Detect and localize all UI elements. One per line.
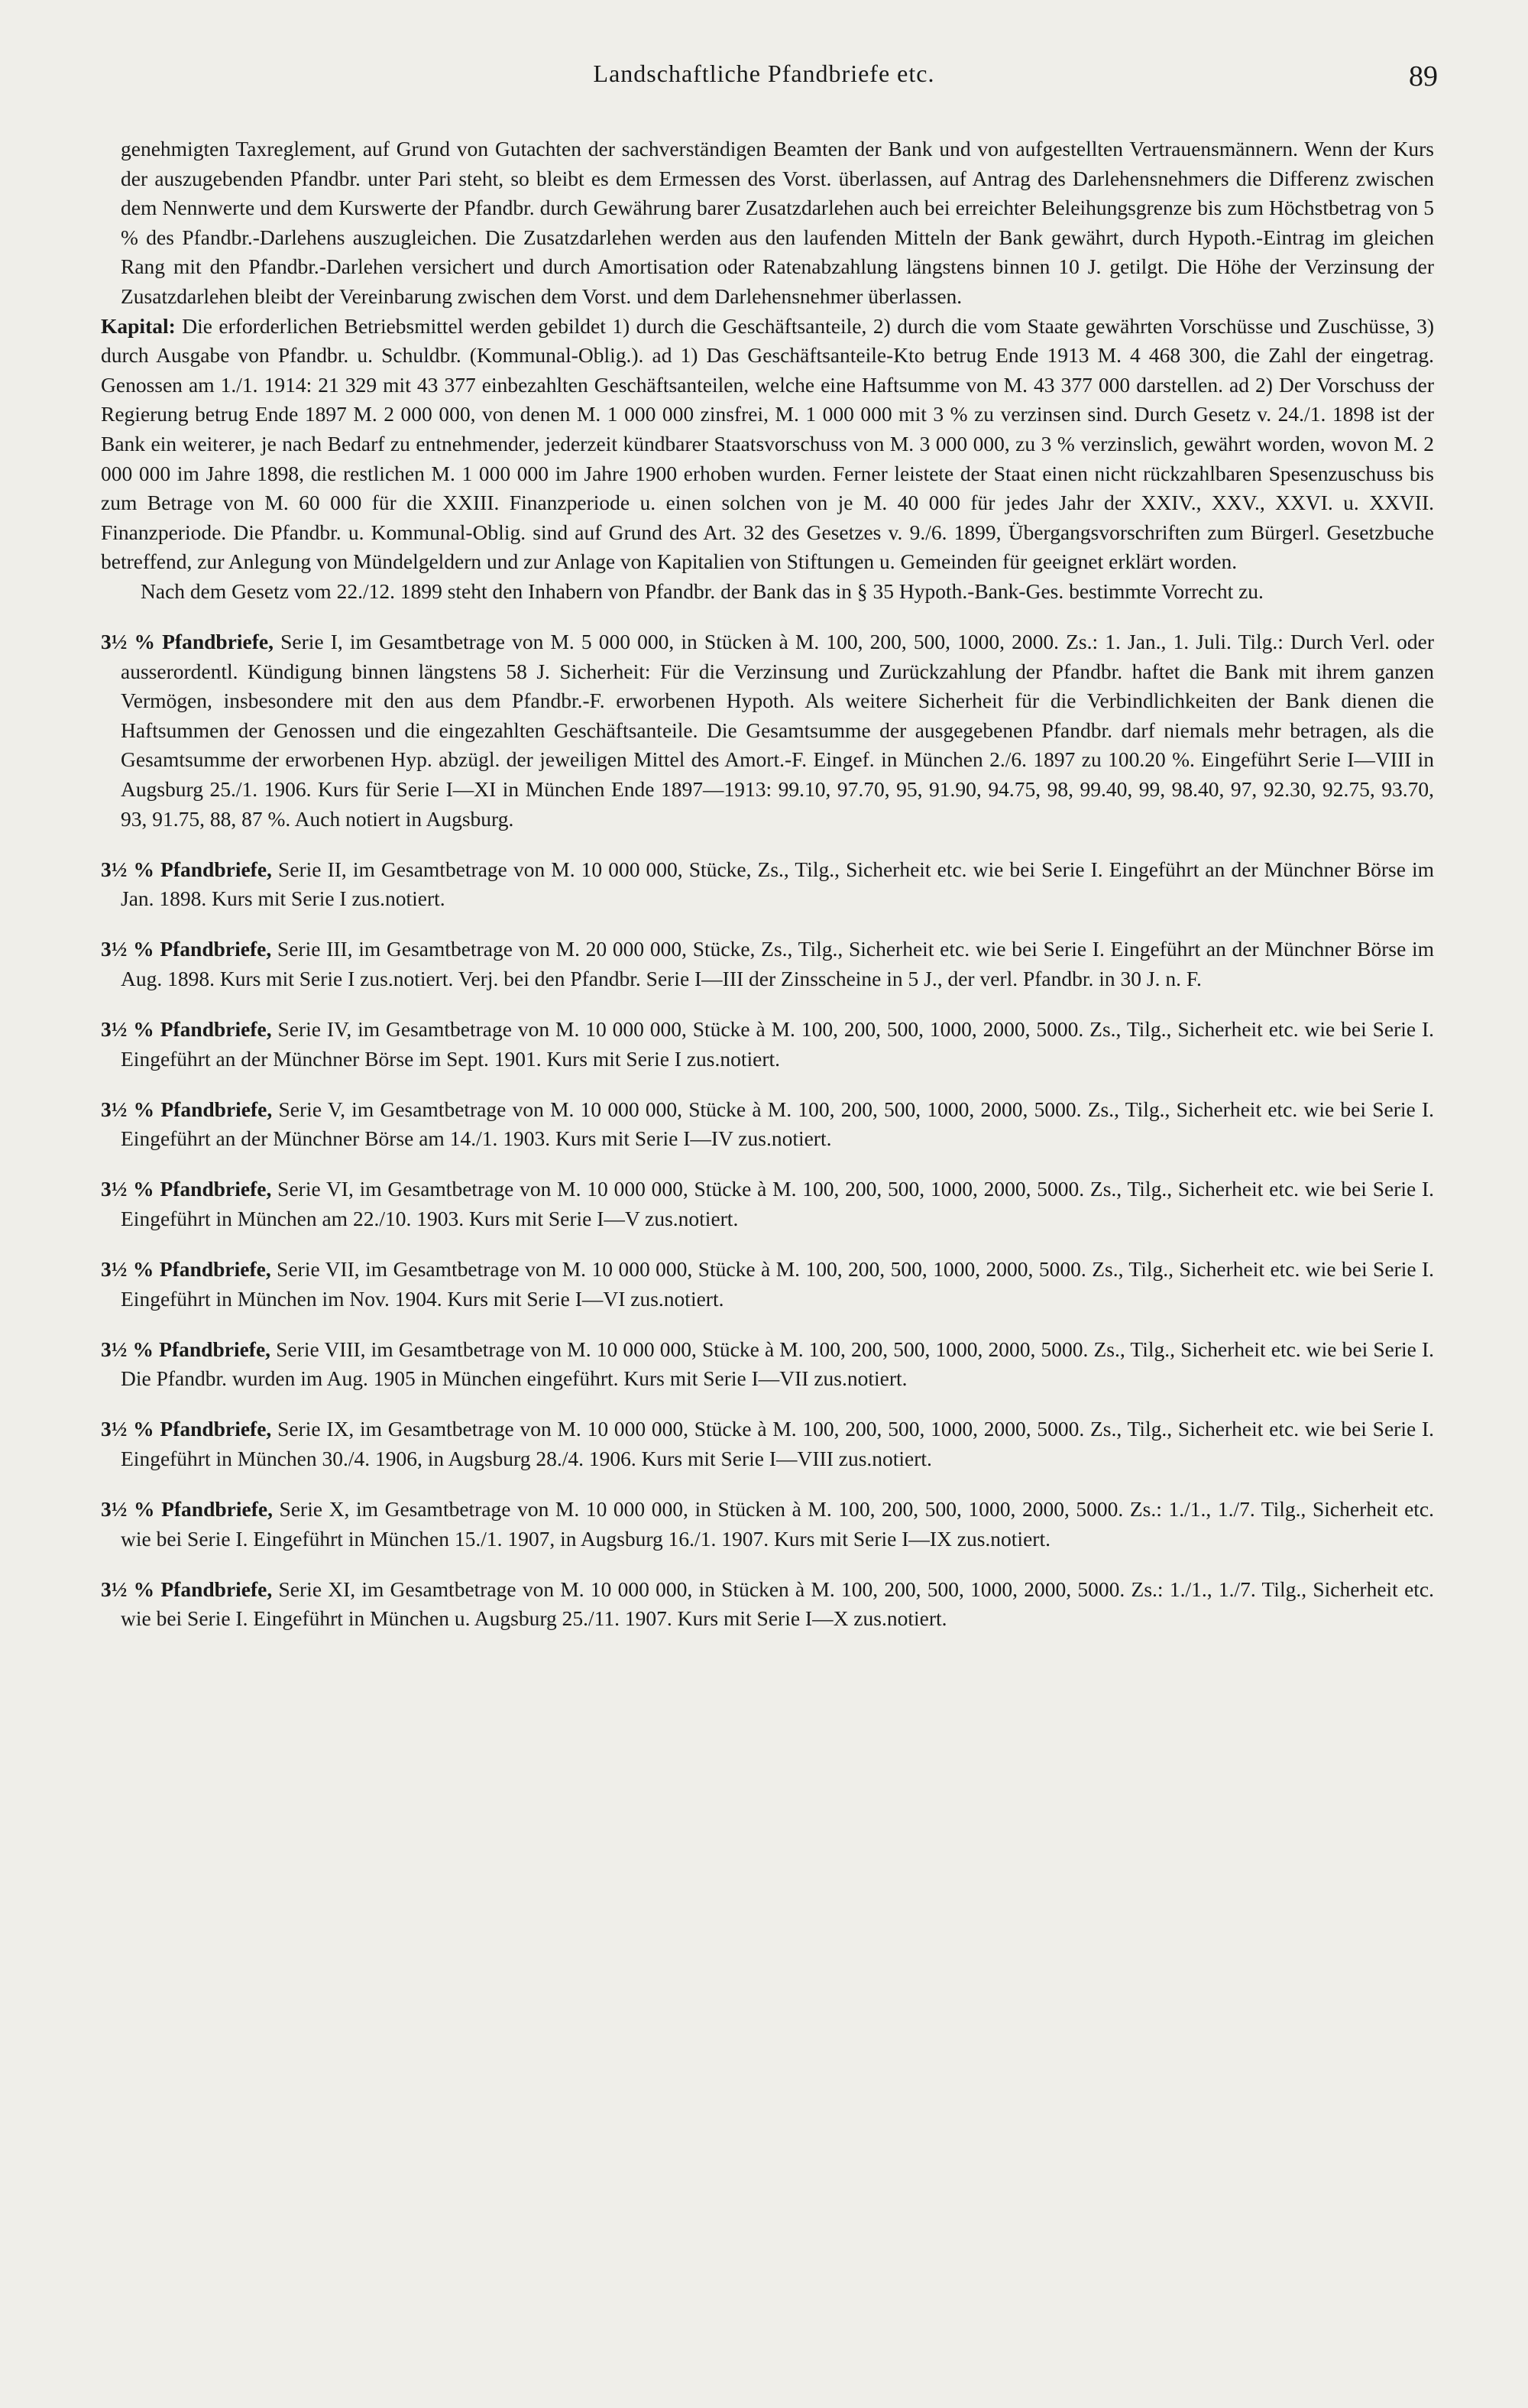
pfandbrief-title: Pfandbriefe, [160,857,272,881]
pfandbrief-entry [101,1255,1434,1314]
pfandbrief-entry [101,627,1434,834]
pfandbrief-title: Pfandbriefe, [159,1257,271,1282]
pfandbrief-entry [101,1415,1434,1473]
pfandbrief-entry [101,1095,1434,1154]
pfandbriefe-list [101,627,1434,1634]
pfandbrief-title: Pfandbriefe, [160,937,272,961]
kapital-label: Kapital: [101,313,176,338]
kapital-note: Nach dem Gesetz vom 22./12. 1899 steht den Inhabern von Pfandbr. der Bank das in § 35 Hypoth.-Bank-Ges. bestimmte Vorrecht zu. [141,579,1264,603]
pfandbrief-text: Serie X, im Gesamtbetrage von M. 10 000 000, in Stücken à M. 100, 200, 500, 1000, 2000, 5000. Zs.: 1./1., 1./7. Tilg., Sicherheit etc. wie bei Serie I. Eingeführt in München 15./1. 1907, in Augsburg 16./1. 1907. Kurs mit Serie I—IX zus.notiert. [121,1497,1435,1551]
running-header [0,60,1528,105]
pfandbrief-rate: 3½ % [101,1497,155,1522]
pfandbrief-text: Serie VI, im Gesamtbetrage von M. 10 000 000, Stücke à M. 100, 200, 500, 1000, 2000, 5000. Zs., Tilg., Sicherheit etc. wie bei Serie I. Eingeführt in München am 22./10. 1903. Kurs mit Serie I—V zus.notiert. [121,1177,1435,1230]
pfandbrief-rate: 3½ % [101,857,154,881]
page-title: Landschaftliche Pfandbriefe etc. [593,60,935,87]
kapital-text: Die erforderlichen Betriebsmittel werden gebildet 1) durch die Geschäftsanteile, 2) durch die vom Staate gewährten Vorschüsse und Zuschüsse, 3) durch Ausgabe von Pfandbr. u. Schuldbr. (Kommunal-Oblig.). ad 1) Das Geschäftsanteile-Kto betrug Ende 1913 M. 4 468 300, die Zahl der eingetrag. Genossen am 1./1. 1914: 21 329 mit 43 377 einbezahlten Geschäftsanteilen, welche eine Haftsumme von M. 43 377 000 darstellen. ad 2) Der Vorschuss der Regierung betrug Ende 1897 M. 2 000 000, von denen M. 1 000 000 zinsfrei, M. 1 000 000 mit 3 % zu verzinsen sind. Durch Gesetz v. 24./1. 1898 ist der Bank ein weiterer, je nach Bedarf zu entnehmender, jederzeit kündbarer Staatsvorschuss von M. 3 000 000, zu 3 % verzinslich, gewährt worden, wovon M. 2 000 000 im Jahre 1898, die restlichen M. 1 000 000 im Jahre 1900 erhoben wurden. Ferner leistete der Staat einen nicht rückzahlbaren Spesenzuschuss bis zum Betrage von M. 60 000 für die XXIII. Finanzperiode u. einen solchen von je M. 40 000 für jedes Jahr der XXIV., XXV., XXVI. u. XXVII. Finanzperiode. Die Pfandbr. u. Kommunal-Oblig. sind auf Grund des Art. 32 des Gesetzes v. 9./6. 1899, Übergangsvorschriften zum Bürgerl. Gesetzbuche betreffend, zur Anlegung von Mündelgeldern und zur Anlage von Kapitalien von Stiftungen u. Gemeinden für geeignet erklärt worden. [101,313,1435,574]
pfandbrief-entry [101,935,1434,993]
pfandbrief-entry [101,1335,1434,1394]
pfandbrief-rate: 3½ % [101,1017,154,1042]
pfandbrief-entry [101,1175,1434,1233]
pfandbrief-title: Pfandbriefe, [161,1497,273,1522]
pfandbrief-text: Serie XI, im Gesamtbetrage von M. 10 000 000, in Stücken à M. 100, 200, 500, 1000, 2000, 5000. Zs.: 1./1., 1./7. Tilg., Sicherheit etc. wie bei Serie I. Eingeführt in München u. Augsburg 25./11. 1907. Kurs mit Serie I—X zus.notiert. [121,1577,1434,1631]
pfandbrief-title: Pfandbriefe, [162,630,274,653]
pfandbrief-rate: 3½ % [101,1337,154,1361]
pfandbrief-title: Pfandbriefe, [160,1097,273,1121]
page-number: 89 [1409,60,1438,92]
pfandbrief-title: Pfandbriefe, [160,1577,273,1601]
pfandbrief-rate: 3½ % [101,937,154,961]
pfandbrief-text: Serie VIII, im Gesamtbetrage von M. 10 000 000, Stücke à M. 100, 200, 500, 1000, 2000, 5000. Zs., Tilg., Sicherheit etc. wie bei Serie I. Die Pfandbr. wurden im Aug. 1905 in München eingeführt. Kurs mit Serie I—VII zus.notiert. [121,1337,1435,1391]
pfandbrief-title: Pfandbriefe, [160,1177,272,1201]
pfandbrief-entry [101,855,1434,914]
pfandbrief-rate: 3½ % [101,1417,154,1441]
pfandbrief-entry [101,1015,1434,1074]
pfandbrief-rate: 3½ % [101,1577,155,1601]
pfandbrief-text: Serie V, im Gesamtbetrage von M. 10 000 000, Stücke à M. 100, 200, 500, 1000, 2000, 5000. Zs., Tilg., Sicherheit etc. wie bei Serie I. Eingeführt an der Münchner Börse am 14./1. 1903. Kurs mit Serie I—IV zus.notiert. [121,1097,1435,1151]
pfandbrief-title: Pfandbriefe, [159,1337,271,1361]
pfandbrief-title: Pfandbriefe, [160,1017,272,1042]
pfandbrief-text: Serie II, im Gesamtbetrage von M. 10 000 000, Stücke, Zs., Tilg., Sicherheit etc. wie bei Serie I. Eingeführt an der Münchner Börse im Jan. 1898. Kurs mit Serie I zus.notiert. [121,857,1435,911]
pfandbrief-rate: 3½ % [101,1257,154,1282]
pfandbrief-rate: 3½ % [101,1177,154,1201]
document-body [101,134,1434,1655]
pfandbrief-title: Pfandbriefe, [160,1417,272,1441]
kapital-section [101,312,1434,577]
pfandbrief-rate: 3½ % [101,1097,155,1121]
pfandbrief-entry [101,1495,1434,1554]
pfandbrief-text: Serie I, im Gesamtbetrage von M. 5 000 000, in Stücken à M. 100, 200, 500, 1000, 2000. Zs.: 1. Jan., 1. Juli. Tilg.: Durch Verl. oder ausserordentl. Kündigung binnen längstens 58 J. Sicherheit: Für die Verzinsung und Zurückzahlung der Pfandbr. haftet die Bank mit ihrem ganzen Vermögen, insbesondere mit den aus dem Pfandbr.-F. erworbenen Hypoth. Als weitere Sicherheit für die Verbindlichkeiten der Bank dienen die Haftsummen der Genossen und die eingezahlten Geschäftsanteile. Die Gesamtsumme der ausgegebenen Pfandbr. darf niemals mehr betragen, als die Gesamtsumme der erworbenen Hyp. abzügl. der jeweiligen Mittel des Amort.-F. Eingef. in München 2./6. 1897 zu 100.20 %. Eingeführt Serie I—VIII in Augsburg 25./1. 1906. Kurs für Serie I—XI in München Ende 1897—1913: 99.10, 97.70, 95, 91.90, 94.75, 98, 99.40, 99, 98.40, 97, 92.30, 92.75, 93.70, 93, 91.75, 88, 87 %. Auch notiert in Augsburg. [121,630,1435,831]
pfandbrief-text: Serie VII, im Gesamtbetrage von M. 10 000 000, Stücke à M. 100, 200, 500, 1000, 2000, 5000. Zs., Tilg., Sicherheit etc. wie bei Serie I. Eingeführt in München im Nov. 1904. Kurs mit Serie I—VI zus.notiert. [121,1257,1435,1311]
pfandbrief-text: Serie IV, im Gesamtbetrage von M. 10 000 000, Stücke à M. 100, 200, 500, 1000, 2000, 5000. Zs., Tilg., Sicherheit etc. wie bei Serie I. Eingeführt an der Münchner Börse im Sept. 1901. Kurs mit Serie I zus.notiert. [121,1017,1435,1071]
pfandbrief-text: Serie III, im Gesamtbetrage von M. 20 000 000, Stücke, Zs., Tilg., Sicherheit etc. wie bei Serie I. Eingeführt an der Münchner Börse im Aug. 1898. Kurs mit Serie I zus.notiert. Verj. bei den Pfandbr. Serie I—III der Zinsscheine in 5 J., der verl. Pfandbr. in 30 J. n. F. [121,937,1435,990]
pfandbrief-rate: 3½ % [101,630,155,653]
pfandbrief-entry [101,1575,1434,1634]
pfandbrief-text: Serie IX, im Gesamtbetrage von M. 10 000 000, Stücke à M. 100, 200, 500, 1000, 2000, 5000. Zs., Tilg., Sicherheit etc. wie bei Serie I. Eingeführt in München 30./4. 1906, in Augsburg 28./4. 1906. Kurs mit Serie I—VIII zus.notiert. [121,1417,1434,1471]
intro-paragraph: genehmigten Taxreglement, auf Grund von Gutachten der sachverständigen Beamten der Bank und von aufgestellten Vertrauensmännern. Wenn der Kurs der auszugebenden Pfandbr. unter Pari steht, so bleibt es dem Ermessen des Vorst. überlassen, auf Antrag des Darlehensnehmers die Differenz zwischen dem Nennwerte und dem Kurswerte der Pfandbr. durch Gewährung barer Zusatzdarlehen auch bei erreichter Beleihungsgrenze bis zum Höchstbetrag von 5 % des Pfandbr.-Darlehens auszugleichen. Die Zusatzdarlehen werden aus den laufenden Mitteln der Bank gewährt, durch Hypoth.-Eintrag im gleichen Rang mit den Pfandbr.-Darlehen versichert und durch Amortisation oder Ratenabzahlung längstens binnen 10 J. getilgt. Die Höhe der Verzinsung der Zusatzdarlehen bleibt der Vereinbarung zwischen dem Vorst. und dem Darlehensnehmer überlassen. [121,137,1434,308]
